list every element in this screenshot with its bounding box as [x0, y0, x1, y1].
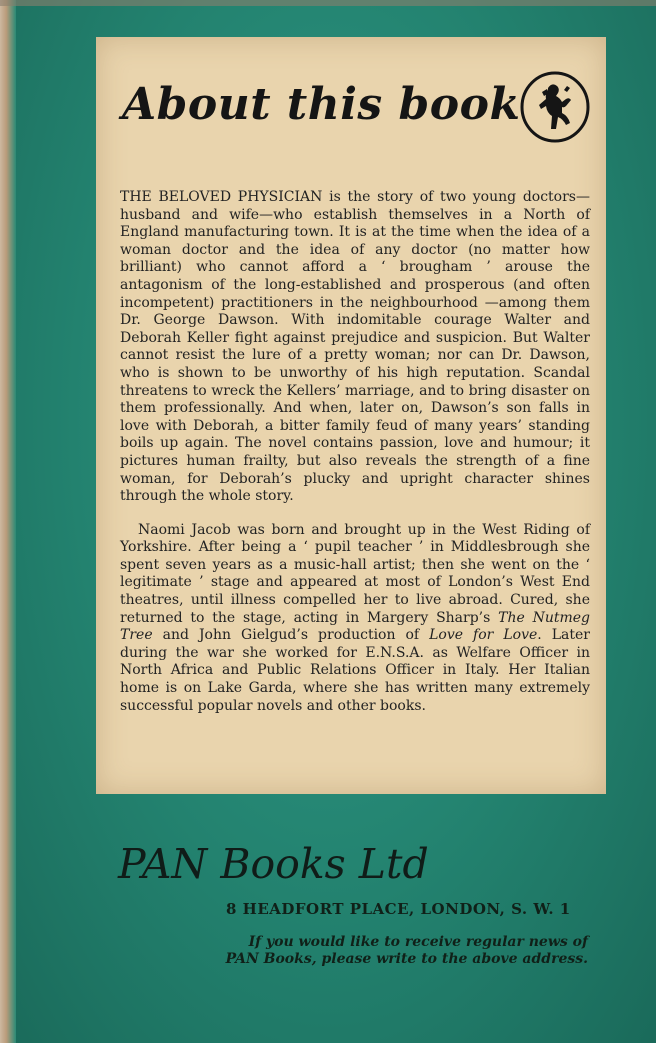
- publisher-name: PAN Books Ltd: [118, 840, 429, 888]
- author-biography: [120, 522, 590, 716]
- top-edge: [0, 0, 656, 6]
- newsletter-notice: If you would like to receive regular news of PAN Books, please write to the above address.: [225, 934, 588, 967]
- bio-text-1: Naomi Jacob was born and brought up in the West Riding of Yorkshire. After being a ‘ pupil teacher ’ in Middlesbrough she spent seven years as a music-hall artist; then she went on the ‘ legitimate ’ stage and appeared at most of London’s West End theatres, until illness compelled her to live abroad. Cured, she returned to the stage, acting in Margery Sharp’s: [120, 521, 590, 626]
- play-title-love-for-love: Love for Love: [429, 627, 538, 644]
- bio-text-2: and John Gielgud’s production of: [152, 627, 430, 644]
- about-panel: [96, 37, 606, 794]
- blurb-paragraph-1: THE BELOVED PHYSICIAN is the story of two young doctors—husband and wife—who establish themselves in a North of England manufacturing town. It is at the time when the idea of a woman doctor and the idea of any doctor (no matter how brilliant) who cannot afford a ‘ brougham ’ arouse the antagonism of the long-established and prosperous (and often incompetent) practitioners in the neighbourhood —among them Dr. George Dawson. With indomitable courage Walter and Deborah Keller fight against prejudice and suspicion. But Walter cannot resist the lure of a pretty woman; nor can Dr. Dawson, who is shown to be unworthy of his high reputation. Scandal threatens to wreck the Kellers’ marriage, and to bring disaster on them professionally. And when, later on, Dawson’s son falls in love with Deborah, a bitter family feud of many years’ standing boils up again. The novel contains passion, love and humour; it pictures human frailty, but also reveals the strength of a fine woman, for Deborah’s plucky and upright character shines through the whole story.: [120, 189, 590, 505]
- bio-text-3: . Later during the war she worked for E.N.S.A. as Welfare Officer in North Africa and Public Relations Officer in Italy. Her Italian home is on Lake Garda, where she has written many extremely successful popular novels and other books.: [120, 627, 591, 714]
- publisher-address: 8 HEADFORT PLACE, LONDON, S. W. 1: [226, 900, 571, 918]
- play-title-nutmeg-tree: The Nutmeg Tree: [120, 609, 590, 644]
- panel-title: About this book: [122, 79, 521, 130]
- blurb: [120, 189, 590, 731]
- spine-edge: [0, 0, 16, 1043]
- pan-piper-logo-icon: [519, 70, 591, 144]
